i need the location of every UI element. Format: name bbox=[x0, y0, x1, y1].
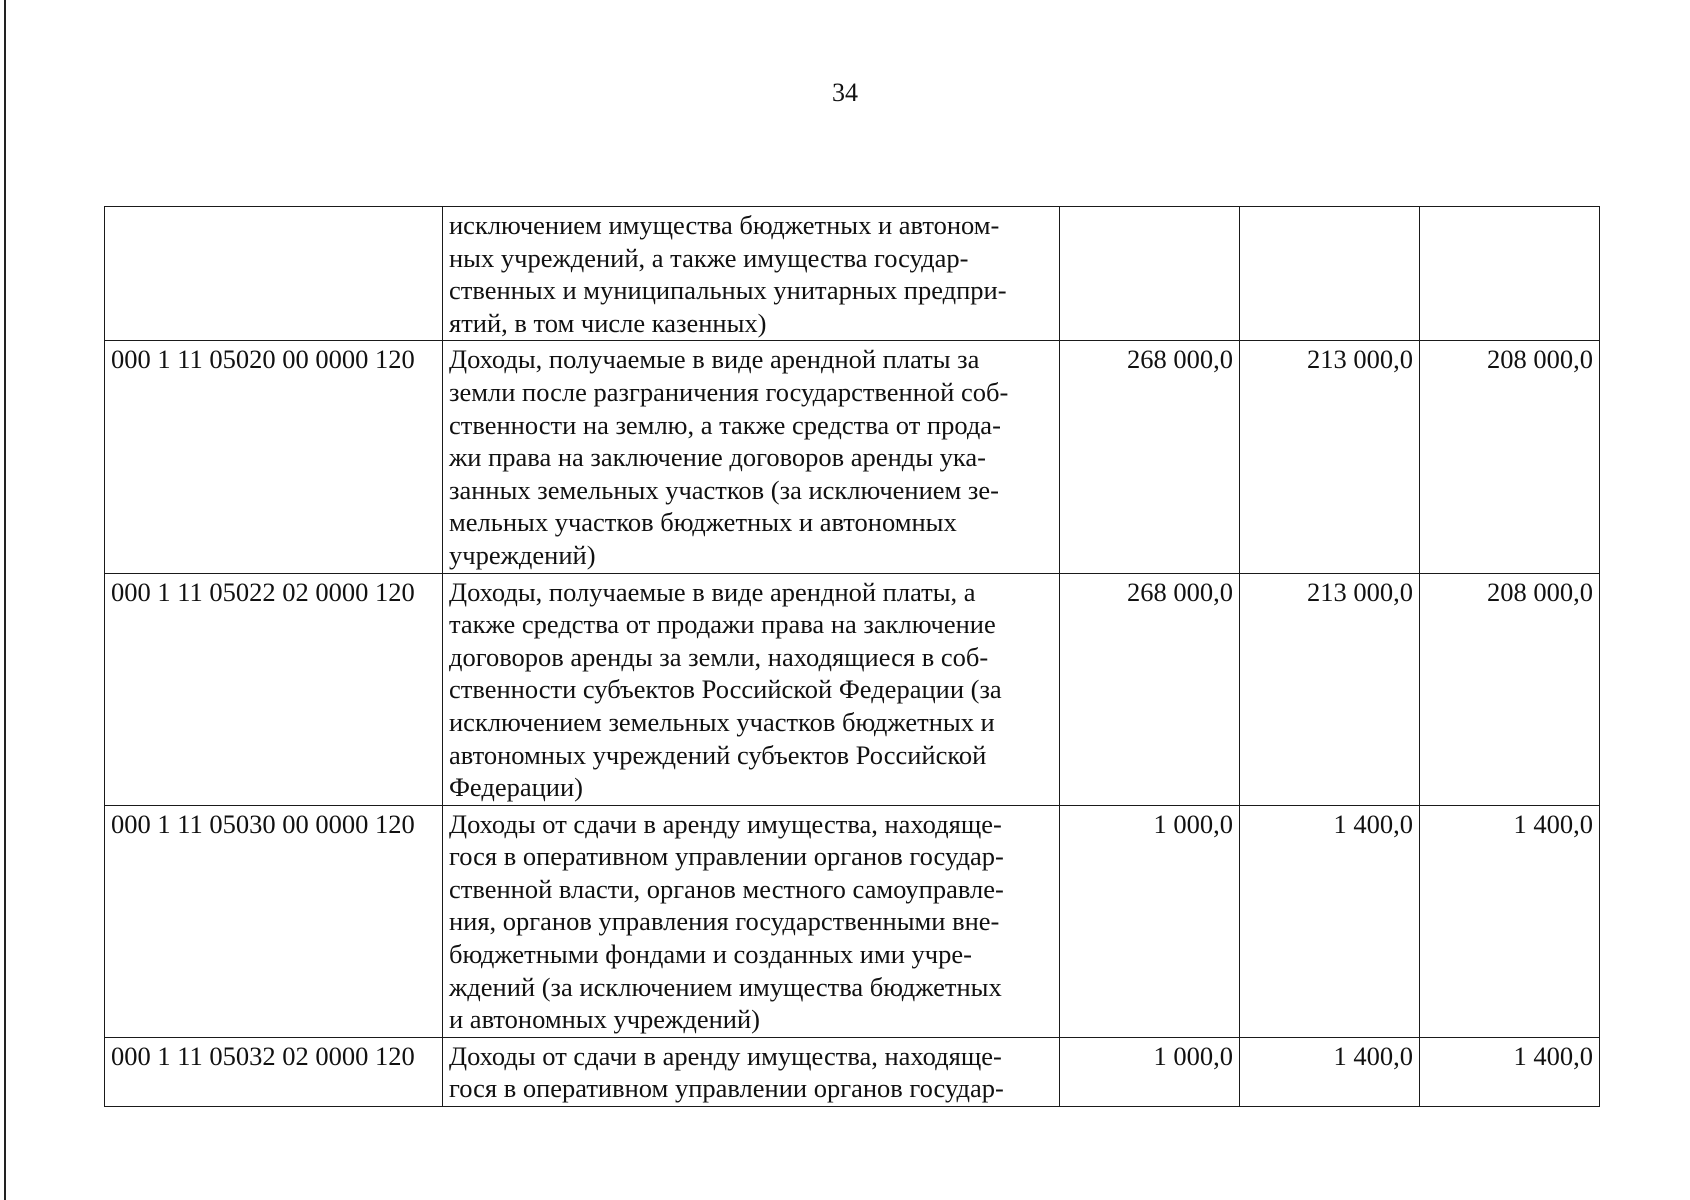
description-line: гося в оперативном управлении органов государ- bbox=[449, 841, 1004, 872]
page-number: 34 bbox=[832, 78, 858, 107]
description-line: исключением имущества бюджетных и автоном- bbox=[449, 210, 1000, 240]
description-line: ственных и муниципальных унитарных предпри- bbox=[449, 275, 1007, 306]
description-line: жи права на заключение договоров аренды ука- bbox=[449, 442, 986, 473]
description-line: учреждений) bbox=[449, 539, 596, 570]
description-line: ственности субъектов Российской Федерации (за bbox=[449, 674, 1002, 705]
table-row bbox=[105, 341, 1600, 573]
description-line: и автономных учреждений) bbox=[449, 1004, 760, 1035]
description-line: Федерации) bbox=[449, 772, 583, 803]
description-cell bbox=[443, 573, 1060, 805]
description-cell bbox=[443, 805, 1060, 1037]
amount-cell-2 bbox=[1240, 207, 1420, 341]
table-row bbox=[105, 805, 1600, 1037]
description-line: Доходы, получаемые в виде арендной платы, а bbox=[449, 576, 976, 607]
description-line: ственности на землю, а также средства от прода- bbox=[449, 409, 1001, 440]
description-line: земли после разграничения государственной соб- bbox=[449, 376, 1009, 407]
description-line: Доходы, получаемые в виде арендной платы за bbox=[449, 344, 980, 375]
budget-code-cell bbox=[105, 207, 443, 341]
amount-cell-2: 213 000,0 bbox=[1240, 573, 1420, 805]
amount-cell-2: 1 400,0 bbox=[1240, 805, 1420, 1037]
amount-cell-1: 1 000,0 bbox=[1060, 1037, 1240, 1106]
table-row bbox=[105, 1037, 1600, 1106]
description-cell bbox=[443, 341, 1060, 573]
budget-code-cell: 000 1 11 05020 00 0000 120 bbox=[105, 341, 443, 573]
amount-cell-2: 1 400,0 bbox=[1240, 1037, 1420, 1106]
description-line: договоров аренды за земли, находящиеся в соб- bbox=[449, 641, 989, 672]
description-line: ния, органов управления государственными вне- bbox=[449, 906, 1000, 937]
description-line: ятий, в том числе казенных) bbox=[449, 307, 767, 338]
description-cell bbox=[443, 1037, 1060, 1106]
budget-code-cell: 000 1 11 05022 02 0000 120 bbox=[105, 573, 443, 805]
description-line: исключением земельных участков бюджетных и bbox=[449, 706, 995, 737]
description-line: ждений (за исключением имущества бюджетных bbox=[449, 971, 1002, 1002]
description-line: занных земельных участков (за исключением зе- bbox=[449, 474, 999, 505]
budget-code-cell: 000 1 11 05032 02 0000 120 bbox=[105, 1037, 443, 1106]
description-line: ственной власти, органов местного самоуправле- bbox=[449, 873, 1004, 904]
scan-edge-line bbox=[4, 0, 6, 1200]
description-line: Доходы от сдачи в аренду имущества, находяще- bbox=[449, 1040, 1002, 1071]
description-line: мельных участков бюджетных и автономных bbox=[449, 507, 957, 538]
description-line: также средства от продажи права на заключение bbox=[449, 609, 996, 640]
amount-cell-1 bbox=[1060, 207, 1240, 341]
description-line: автономных учреждений субъектов Российской bbox=[449, 739, 987, 770]
description-cell bbox=[443, 207, 1060, 341]
amount-cell-1: 268 000,0 bbox=[1060, 573, 1240, 805]
amount-cell-1: 268 000,0 bbox=[1060, 341, 1240, 573]
amount-cell-3 bbox=[1420, 207, 1600, 341]
table-row bbox=[105, 573, 1600, 805]
description-line: гося в оперативном управлении органов государ- bbox=[449, 1073, 1004, 1104]
table-row bbox=[105, 207, 1600, 341]
amount-cell-1: 1 000,0 bbox=[1060, 805, 1240, 1037]
amount-cell-3: 208 000,0 bbox=[1420, 341, 1600, 573]
amount-cell-3: 1 400,0 bbox=[1420, 1037, 1600, 1106]
budget-code-cell: 000 1 11 05030 00 0000 120 bbox=[105, 805, 443, 1037]
description-line: Доходы от сдачи в аренду имущества, находяще- bbox=[449, 808, 1002, 839]
amount-cell-2: 213 000,0 bbox=[1240, 341, 1420, 573]
revenue-table bbox=[104, 206, 1600, 1107]
description-line: бюджетными фондами и созданных ими учре- bbox=[449, 939, 972, 970]
amount-cell-3: 1 400,0 bbox=[1420, 805, 1600, 1037]
description-line: ных учреждений, а также имущества государ- bbox=[449, 242, 969, 273]
amount-cell-3: 208 000,0 bbox=[1420, 573, 1600, 805]
